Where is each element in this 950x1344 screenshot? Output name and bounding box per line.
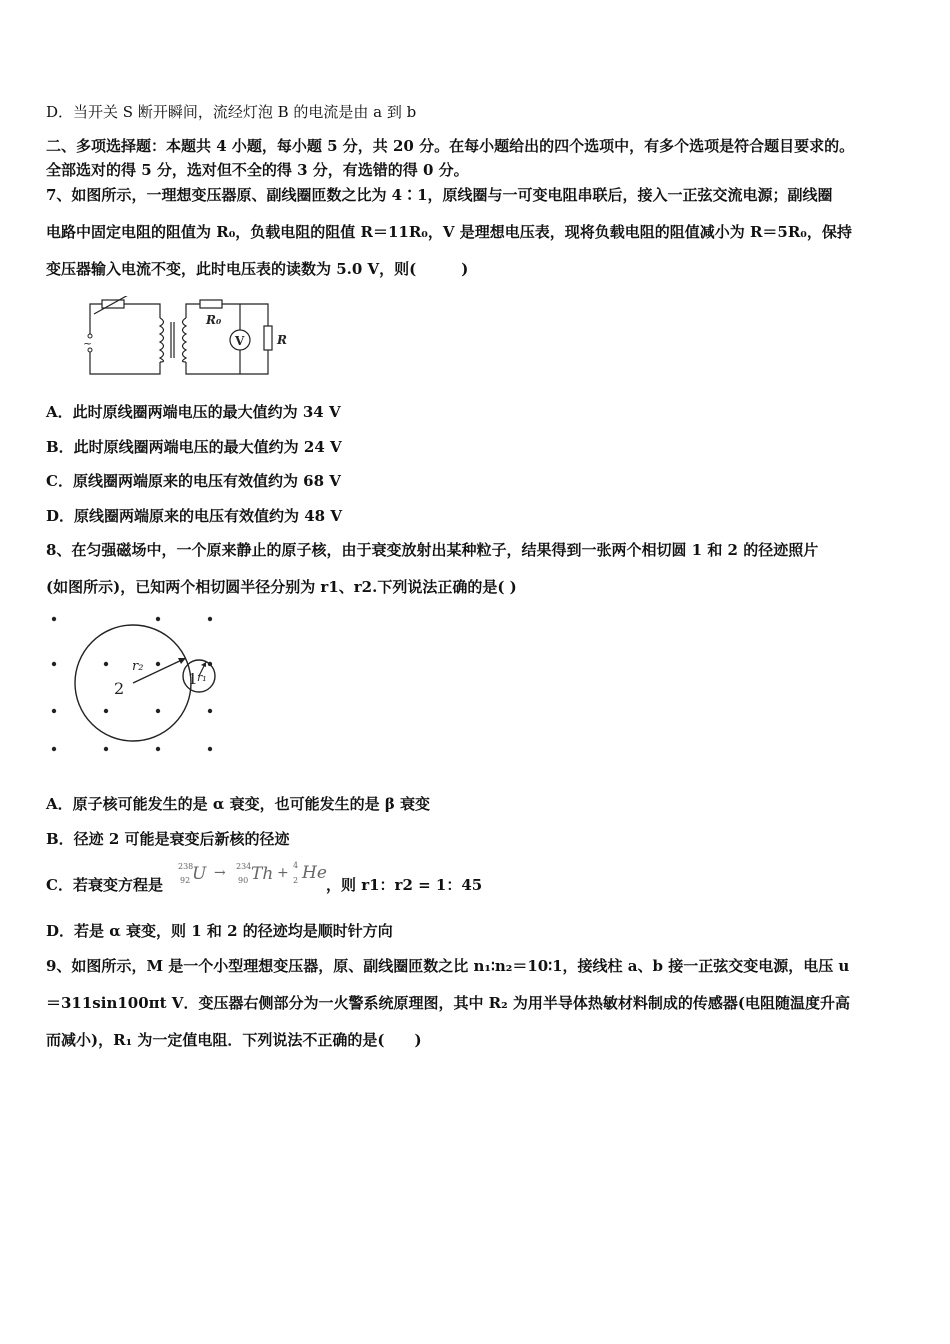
- q7-transformer-circuit-figure: [80, 296, 295, 380]
- q7-stem-line2: 电路中固定电阻的阻值为 R₀，负载电阻的阻值 R＝11R₀，V 是理想电压表，现将负载电阻的阻值减小为 R＝5R₀，保持: [46, 223, 852, 241]
- u-symbol: U: [192, 864, 207, 884]
- u-atomic-number: 92: [180, 876, 191, 885]
- q8-tangent-circles-figure: [44, 608, 224, 758]
- q8-option-d: D．若是 α 衰变，则 1 和 2 的径迹均是顺时针方向: [46, 922, 393, 940]
- label-r: R: [277, 333, 287, 347]
- q8-stem-line1: 8、在匀强磁场中，一个原来静止的原子核，由于衰变放射出某种粒子，结果得到一张两个相切圆 1 和 2 的径迹照片: [46, 541, 819, 559]
- th-mass-number: 234: [236, 862, 252, 871]
- reaction-arrow: →: [214, 865, 226, 881]
- q7-option-c: C．原线圈两端原来的电压有效值约为 68 V: [46, 472, 341, 490]
- q7-stem-line1: 7、如图所示，一理想变压器原、副线圈匝数之比为 4∶1，原线圈与一可变电阻串联后，接入一正弦交流电源；副线圈: [46, 186, 833, 204]
- circuit-wires: [90, 296, 272, 374]
- q7-option-b: B．此时原线圈两端电压的最大值约为 24 V: [46, 438, 342, 456]
- q8-option-b: B．径迹 2 可能是衰变后新核的径迹: [46, 830, 290, 848]
- label-r2: r₂: [132, 659, 144, 674]
- th-symbol: Th: [251, 864, 274, 884]
- section2-heading-line2: 全部选对的得 5 分，选对但不全的得 3 分，有选错的得 0 分。: [46, 161, 469, 179]
- q8-option-a: A．原子核可能发生的是 α 衰变，也可能发生的是 β 衰变: [46, 795, 431, 813]
- label-circle-1: 1: [188, 670, 198, 688]
- plus-sign: +: [277, 865, 289, 881]
- q9-stem-line2: ＝311sin100πt V．变压器右侧部分为一火警系统原理图，其中 R₂ 为用半导体热敏材料制成的传感器(电阻随温度升高: [46, 994, 851, 1012]
- q7-stem-line3: 变压器输入电流不变，此时电压表的读数为 5.0 V，则( ): [46, 260, 469, 278]
- u-mass-number: 238: [178, 862, 194, 871]
- label-r1: r₁: [197, 671, 207, 684]
- section2-heading-line1: 二、多项选择题：本题共 4 小题，每小题 5 分，共 20 分。在每小题给出的四个选项中，有多个选项是符合题目要求的。: [46, 137, 855, 155]
- he-atomic-number: 2: [293, 876, 299, 885]
- ac-source-label: ~: [83, 337, 93, 350]
- label-r0: R₀: [206, 313, 222, 327]
- he-symbol: He: [302, 863, 327, 883]
- th-atomic-number: 90: [238, 876, 249, 885]
- q8-option-c-suffix: ，则 r1：r2 = 1：45: [326, 876, 483, 894]
- q7-option-d: D．原线圈两端原来的电压有效值约为 48 V: [46, 507, 342, 525]
- q6-option-d: D．当开关 S 断开瞬间，流经灯泡 B 的电流是由 a 到 b: [46, 103, 417, 121]
- voltmeter-label: V: [235, 334, 245, 348]
- he-mass-number: 4: [293, 861, 299, 870]
- q7-option-a: A．此时原线圈两端电压的最大值约为 34 V: [46, 403, 341, 421]
- label-circle-2: 2: [114, 679, 125, 698]
- q8-option-c-prefix: C．若衰变方程是: [46, 876, 163, 894]
- q8-stem-line2: (如图所示)，已知两个相切圆半径分别为 r1、r2.下列说法正确的是( ): [46, 578, 517, 596]
- ac-source-icon: [83, 334, 92, 352]
- q9-stem-line3: 而减小)，R₁ 为一定值电阻．下列说法不正确的是( ): [46, 1031, 422, 1049]
- q8-decay-equation: [176, 860, 326, 892]
- q9-stem-line1: 9、如图所示，M 是一个小型理想变压器，原、副线圈匝数之比 n₁∶n₂＝10∶1，接线柱 a、b 接一正弦交变电源，电压 u: [46, 957, 850, 975]
